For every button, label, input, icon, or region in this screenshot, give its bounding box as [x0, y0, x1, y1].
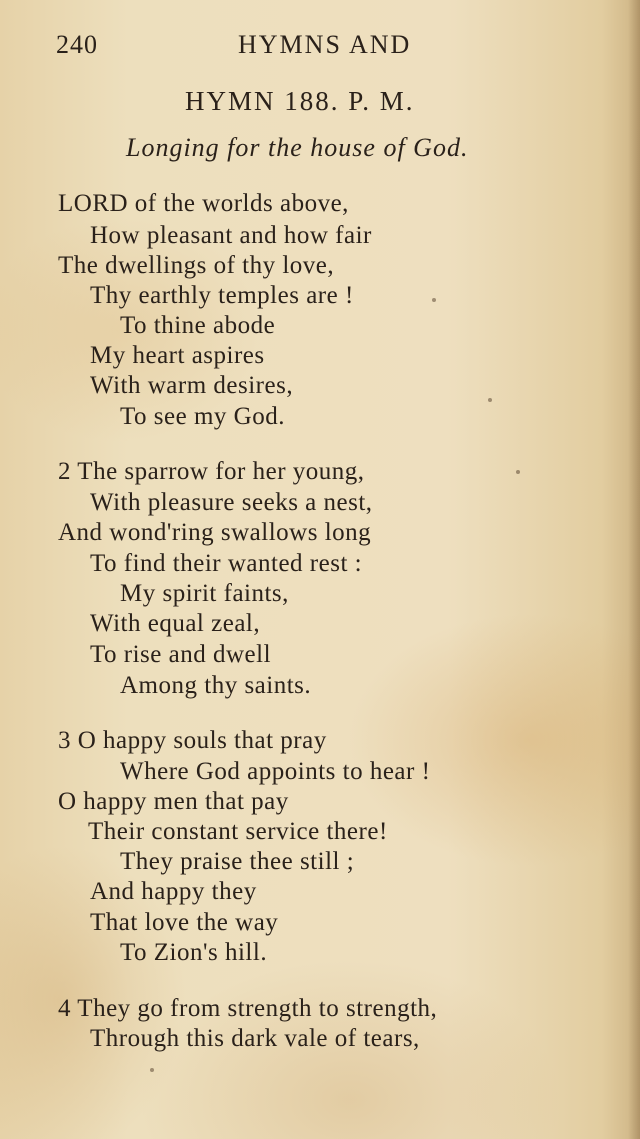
verse-line: With warm desires,	[90, 372, 294, 399]
verse-line: Among thy saints.	[120, 672, 312, 699]
verse-line: That love the way	[90, 909, 279, 936]
verse-line: 2 The sparrow for her young,	[58, 458, 365, 485]
hymn-title: HYMN 188. P. M.	[185, 86, 415, 116]
page-edge-shadow	[628, 0, 640, 1139]
verse-line: With equal zeal,	[90, 610, 261, 637]
verse-line: LORD of the worlds above,	[58, 190, 349, 217]
verse-line: And happy they	[90, 878, 257, 905]
verse-line: Their constant service there!	[88, 818, 388, 845]
verse-line: My heart aspires	[90, 342, 265, 369]
verse-line: Where God appoints to hear !	[120, 758, 431, 785]
running-head: HYMNS AND	[238, 30, 412, 59]
verse-line: With pleasure seeks a nest,	[90, 489, 373, 516]
ink-speck	[516, 470, 520, 474]
verse-line: They praise thee still ;	[120, 848, 355, 875]
verse-line: How pleasant and how fair	[90, 222, 372, 249]
page-number: 240	[56, 30, 98, 59]
verse-line: 4 They go from strength to strength,	[58, 995, 438, 1022]
page-header	[56, 30, 426, 66]
verse-line: To Zion's hill.	[120, 939, 268, 966]
verse-line: My spirit faints,	[120, 580, 289, 607]
ink-speck	[150, 1068, 154, 1072]
verse-line: Through this dark vale of tears,	[90, 1025, 420, 1052]
verse-line: The dwellings of thy love,	[58, 252, 335, 279]
verse-line: To rise and dwell	[90, 641, 272, 668]
verse-line: And wond'ring swallows long	[58, 519, 372, 546]
hymn-subtitle: Longing for the house of God.	[126, 133, 469, 162]
verse-line: To find their wanted rest :	[90, 550, 363, 577]
verse-line: 3 O happy souls that pray	[58, 727, 327, 754]
verse-line: To thine abode	[120, 312, 276, 339]
verse-line: To see my God.	[120, 403, 285, 430]
verse-line: Thy earthly temples are !	[90, 282, 354, 309]
ink-speck	[432, 298, 436, 302]
ink-speck	[488, 398, 492, 402]
verse-line: O happy men that pay	[58, 788, 289, 815]
